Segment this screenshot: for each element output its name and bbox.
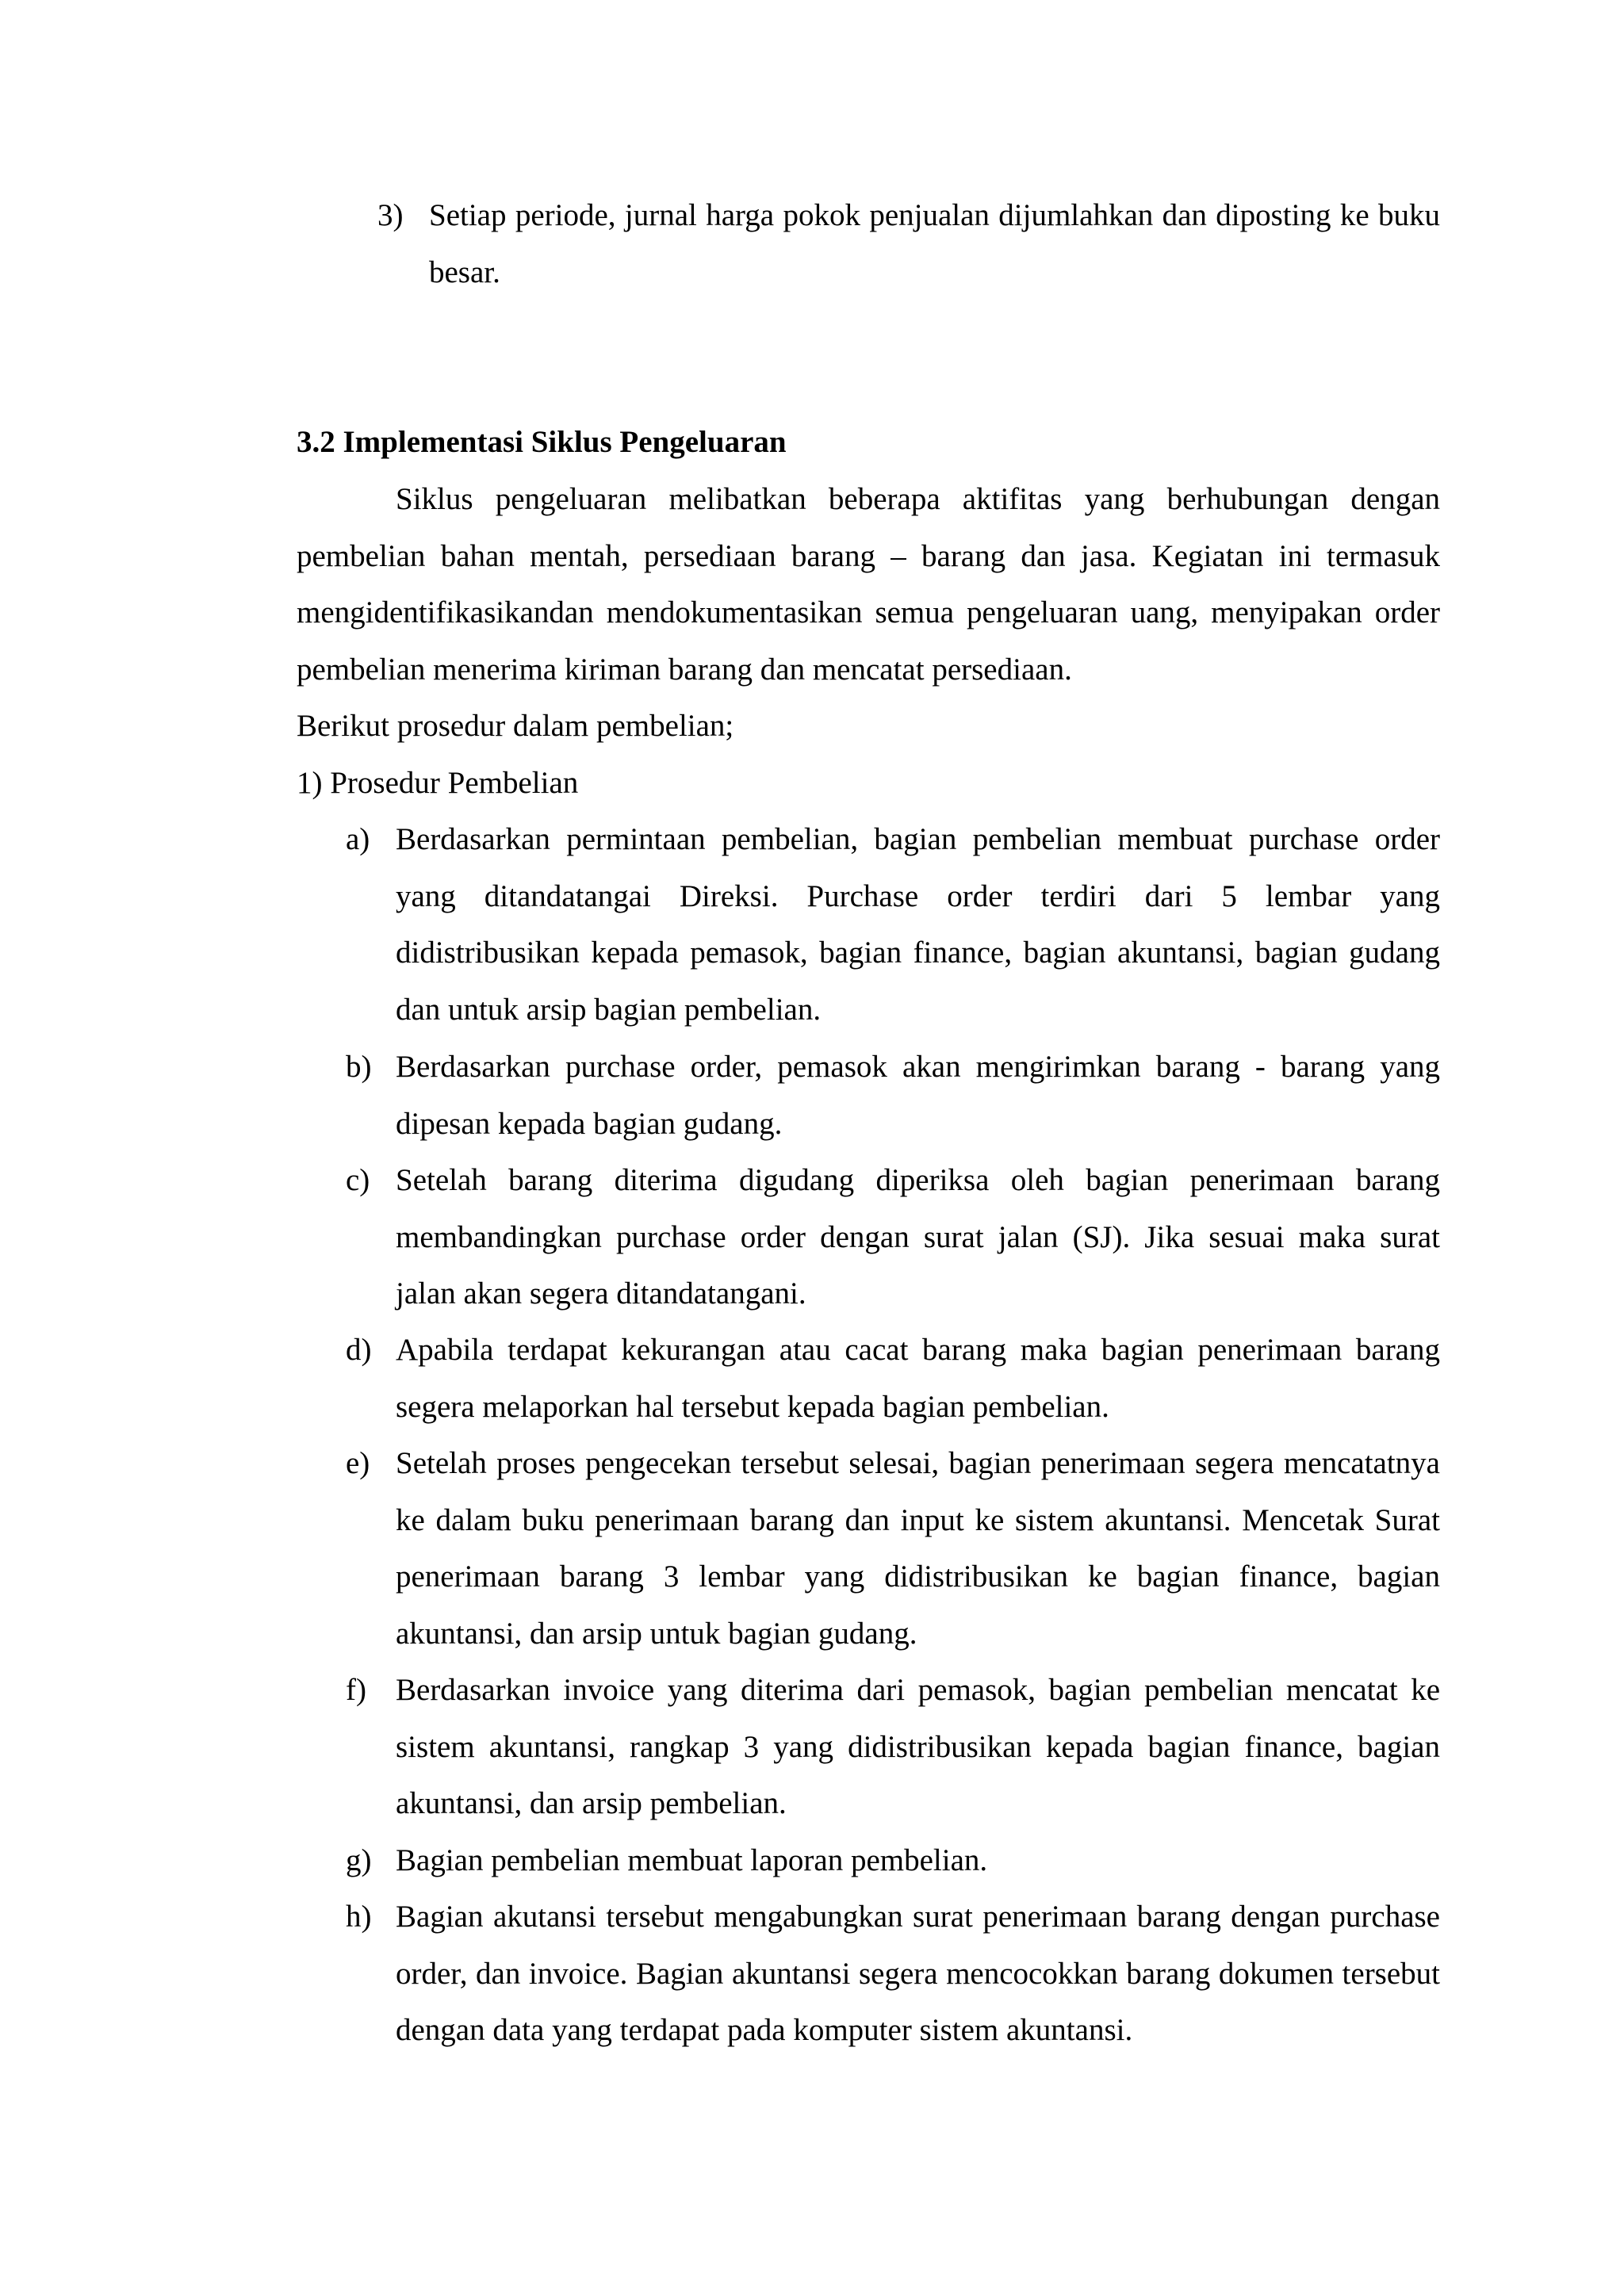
list-marker: g) [346, 1843, 372, 1877]
list-item-text: Berdasarkan permintaan pembelian, bagian pembelian membuat purchase order yang ditandatangai Direksi. Purchase order terdiri dari 5 lembar yang didistribusikan kepada pemasok, bagian finance, bagian akuntansi, bagian gudang dan untuk arsip bagian pembelian. [396, 822, 1440, 1027]
list-item-text: Berdasarkan invoice yang diterima dari pemasok, bagian pembelian mencatat ke sistem akuntansi, rangkap 3 yang didistribusikan kepada bagian finance, bagian akuntansi, dan arsip pembelian. [396, 1673, 1440, 1820]
list-marker: b) [346, 1050, 372, 1084]
list-item-text: Setelah barang diterima digudang diperiksa oleh bagian penerimaan barang membandingkan purchase order dengan surat jalan (SJ). Jika sesuai maka surat jalan akan segera ditandatangani. [396, 1163, 1440, 1311]
procedure-heading: 1) Prosedur Pembelian [297, 766, 579, 800]
list-marker: c) [346, 1163, 370, 1197]
list-marker: a) [346, 822, 370, 856]
list-item-text: Bagian akutansi tersebut mengabungkan surat penerimaan barang dengan purchase order, dan invoice. Bagian akuntansi segera mencocokkan barang dokumen tersebut dengan data yang terdapat pada komputer sistem akuntansi. [396, 1900, 1440, 2047]
list-marker: e) [346, 1446, 370, 1480]
list-marker: 3) [377, 198, 404, 232]
list-item-text: Apabila terdapat kekurangan atau cacat barang maka bagian penerimaan barang segera melaporkan hal tersebut kepada bagian pembelian. [396, 1333, 1440, 1424]
list-item-text: Berdasarkan purchase order, pemasok akan mengirimkan barang - barang yang dipesan kepada bagian gudang. [396, 1050, 1440, 1141]
list-item-text: Setiap periode, jurnal harga pokok penjualan dijumlahkan dan diposting ke buku besar. [429, 198, 1440, 289]
intro-line: Berikut prosedur dalam pembelian; [297, 709, 734, 743]
list-item-text: Setelah proses pengecekan tersebut selesai, bagian penerimaan segera mencatatnya ke dalam buku penerimaan barang dan input ke sistem akuntansi. Mencetak Surat penerimaan barang 3 lembar yang didistribusikan ke bagian finance, bagian akuntansi, dan arsip untuk bagian gudang. [396, 1446, 1440, 1651]
list-marker: f) [346, 1673, 366, 1707]
body-paragraph: Siklus pengeluaran melibatkan beberapa aktifitas yang berhubungan dengan pembelian bahan mentah, persediaan barang – barang dan jasa. Kegiatan ini termasuk mengidentifikasikandan mendokumentasikan semua pengeluaran uang, menyipakan order pembelian menerima kiriman barang dan mencatat persediaan. [297, 482, 1440, 687]
list-item-text: Bagian pembelian membuat laporan pembelian. [396, 1843, 988, 1877]
section-heading: 3.2 Implementasi Siklus Pengeluaran [297, 425, 787, 459]
list-marker: h) [346, 1900, 372, 1934]
list-marker: d) [346, 1333, 372, 1367]
